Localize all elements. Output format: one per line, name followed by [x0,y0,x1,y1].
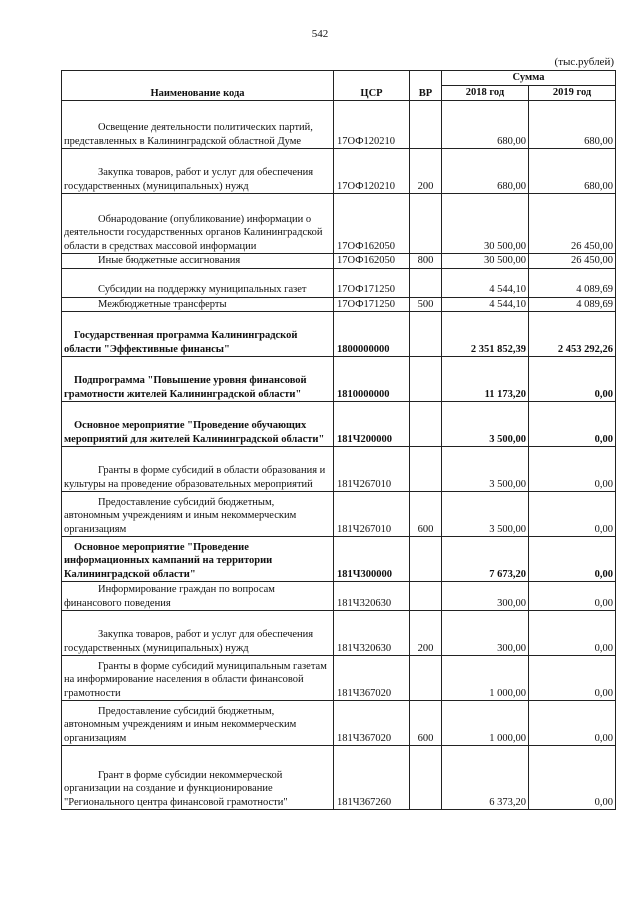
row-name: Информирование граждан по вопросам финансового поведения [62,582,334,611]
row-2018: 680,00 [442,101,529,149]
table-row [62,297,616,312]
row-name: Обнародование (опубликование) информации о деятельности государственных органов Калининградской области в средствах массовой информации [62,194,334,254]
row-2018: 30 500,00 [442,254,529,269]
row-vr [410,656,442,701]
row-vr [410,447,442,492]
row-name: Подпрограмма "Повышение уровня финансовой грамотности жителей Калининградской области" [62,357,334,402]
table-row [62,194,616,254]
table-row [62,701,616,746]
row-name: Предоставление субсидий бюджетным, автономным учреждениям и иным некоммерческим организациям [62,492,334,537]
header-vr: ВР [410,71,442,101]
row-name: Иные бюджетные ассигнования [62,254,334,269]
row-vr [410,312,442,357]
row-2018: 7 673,20 [442,537,529,582]
row-csr: 181Ч367020 [334,701,410,746]
table-row [62,312,616,357]
row-2019: 680,00 [529,101,616,149]
row-csr: 181Ч367020 [334,656,410,701]
row-name: Закупка товаров, работ и услуг для обеспечения государственных (муниципальных) нужд [62,149,334,194]
row-2019: 4 089,69 [529,297,616,312]
budget-table [61,70,616,810]
row-csr: 1800000000 [334,312,410,357]
row-2019: 680,00 [529,149,616,194]
row-name: Закупка товаров, работ и услуг для обеспечения государственных (муниципальных) нужд [62,611,334,656]
row-name: Государственная программа Калининградской области "Эффективные финансы" [62,312,334,357]
row-csr: 17ОФ171250 [334,268,410,297]
row-vr [410,582,442,611]
table-row [62,537,616,582]
row-name: Основное мероприятие "Проведение информационных кампаний на территории Калининградской области" [62,537,334,582]
row-csr: 181Ч200000 [334,402,410,447]
row-name: Гранты в форме субсидий в области образования и культуры на проведение образовательных мероприятий [62,447,334,492]
row-csr: 17ОФ120210 [334,101,410,149]
table-row [62,268,616,297]
table-row [62,447,616,492]
row-csr: 181Ч267010 [334,492,410,537]
row-2019: 0,00 [529,402,616,447]
row-csr: 181Ч300000 [334,537,410,582]
table-row [62,492,616,537]
row-name: Грант в форме субсидии некоммерческой организации на создание и функционирование "Регионального центра финансовой грамотности" [62,746,334,810]
table-row [62,101,616,149]
page-number: 542 [311,28,329,40]
row-csr: 17ОФ171250 [334,297,410,312]
header-name: Наименование кода [62,71,334,101]
row-2018: 2 351 852,39 [442,312,529,357]
row-2019: 0,00 [529,611,616,656]
row-csr: 181Ч267010 [334,447,410,492]
row-vr: 200 [410,611,442,656]
table-row [62,357,616,402]
row-name: Гранты в форме субсидий муниципальным газетам на информирование населения в области финансовой грамотности [62,656,334,701]
header-2018: 2018 год [442,86,529,101]
table-row [62,402,616,447]
row-name: Субсидии на поддержку муниципальных газет [62,268,334,297]
row-vr: 600 [410,492,442,537]
table-row [62,254,616,269]
row-vr [410,101,442,149]
row-2019: 0,00 [529,656,616,701]
row-vr: 500 [410,297,442,312]
row-name: Предоставление субсидий бюджетным, автономным учреждениям и иным некоммерческим организациям [62,701,334,746]
row-2019: 26 450,00 [529,254,616,269]
row-csr: 17ОФ120210 [334,149,410,194]
row-name: Освещение деятельности политических партий, представленных в Калининградской областной Думе [62,101,334,149]
table-row [62,149,616,194]
row-2018: 4 544,10 [442,268,529,297]
row-vr: 600 [410,701,442,746]
row-vr [410,357,442,402]
table-row [62,656,616,701]
row-2019: 0,00 [529,537,616,582]
row-2019: 0,00 [529,492,616,537]
row-vr [410,402,442,447]
row-name: Межбюджетные трансферты [62,297,334,312]
row-vr: 200 [410,149,442,194]
row-2019: 0,00 [529,447,616,492]
row-2018: 300,00 [442,611,529,656]
row-2019: 26 450,00 [529,194,616,254]
row-2018: 6 373,20 [442,746,529,810]
header-2019: 2019 год [529,86,616,101]
row-2019: 0,00 [529,701,616,746]
row-2019: 0,00 [529,582,616,611]
row-2018: 3 500,00 [442,402,529,447]
row-2019: 0,00 [529,746,616,810]
row-vr: 800 [410,254,442,269]
row-2018: 300,00 [442,582,529,611]
row-2019: 2 453 292,26 [529,312,616,357]
table-row [62,611,616,656]
row-csr: 17ОФ162050 [334,254,410,269]
row-2019: 4 089,69 [529,268,616,297]
row-2018: 11 173,20 [442,357,529,402]
row-vr [410,537,442,582]
row-vr [410,746,442,810]
row-csr: 181Ч320630 [334,611,410,656]
table-row [62,746,616,810]
units-label: (тыс.рублей) [554,56,614,68]
row-vr [410,268,442,297]
row-2018: 1 000,00 [442,656,529,701]
header-csr: ЦСР [334,71,410,101]
row-csr: 181Ч367260 [334,746,410,810]
row-2018: 30 500,00 [442,194,529,254]
row-csr: 1810000000 [334,357,410,402]
row-2018: 1 000,00 [442,701,529,746]
row-2018: 3 500,00 [442,447,529,492]
row-2018: 3 500,00 [442,492,529,537]
row-2019: 0,00 [529,357,616,402]
table-row [62,582,616,611]
row-csr: 181Ч320630 [334,582,410,611]
row-vr [410,194,442,254]
row-csr: 17ОФ162050 [334,194,410,254]
header-sum: Сумма [442,71,616,86]
row-2018: 680,00 [442,149,529,194]
row-name: Основное мероприятие "Проведение обучающих мероприятий для жителей Калининградской области" [62,402,334,447]
row-2018: 4 544,10 [442,297,529,312]
